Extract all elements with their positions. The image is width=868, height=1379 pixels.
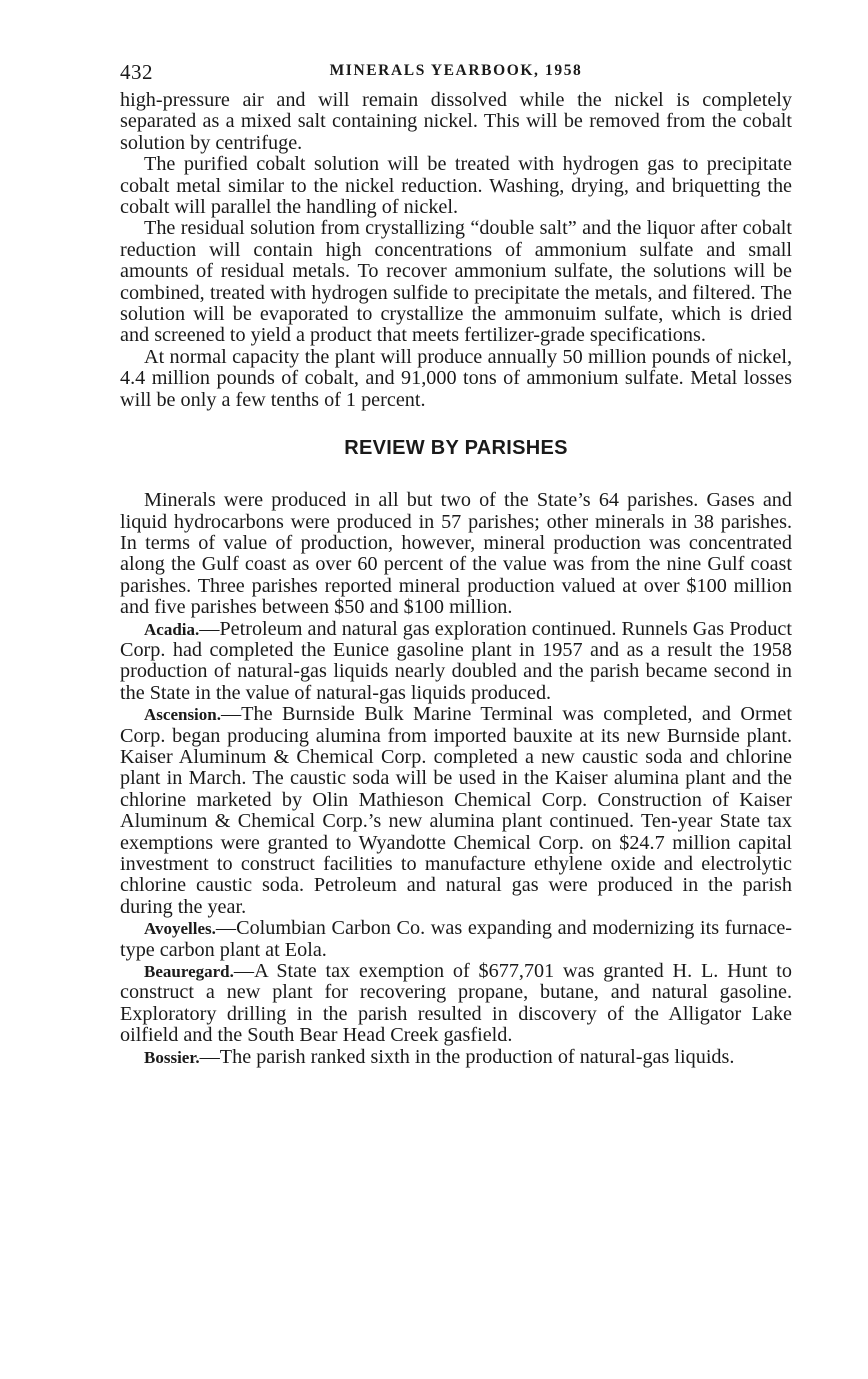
paragraph: At normal capacity the plant will produce annually 50 million pounds of nickel, 4.4 million pounds of cobalt, and 91,000 tons of ammonium sulfate. Metal losses will be only a few tenths of 1 percent.	[120, 345, 792, 411]
section-heading: REVIEW BY PARISHES	[344, 437, 568, 460]
parish-text: —The Burnside Bulk Marine Terminal was completed, and Ormet Corp. began producing alumina from imported bauxite at its new Burnside plant. Kaiser Aluminum & Chemical Corp. completed a new caustic soda and chlorine plant in March. The caustic soda will be used in the Kaiser alumina plant and the chlorine marketed by Olin Mathieson Chemical Corp. Construction of Kaiser Aluminum & Chemical Corp.’s new alumina plant continued. Ten-year State tax exemptions were granted to Wyandotte Chemical Corp. on $24.7 million capital investment to construct facilities to manufacture ethylene oxide and electrolytic chlorine caustic soda. Petroleum and natural gas were produced in the parish during the year.	[120, 703, 792, 918]
parish-entry-bossier	[120, 1047, 792, 1068]
page-number: 432	[120, 60, 153, 84]
paragraph: The purified cobalt solution will be treated with hydrogen gas to precipitate cobalt metal similar to the nickel reduction. Washing, drying, and briquetting the cobalt will parallel the handling of nickel.	[120, 153, 792, 219]
intro-text	[120, 90, 792, 411]
parish-name: Bossier.	[144, 1047, 200, 1067]
paragraph: high-pressure air and will remain dissolved while the nickel is completely separated as a mixed salt containing nickel. This will be removed from the cobalt solution by centrifuge.	[120, 89, 792, 154]
parish-name: Avoyelles.	[144, 919, 216, 939]
parish-entry-ascension	[120, 704, 792, 918]
document-page	[120, 60, 792, 1068]
parish-entry-avoyelles	[120, 918, 792, 961]
parish-entry-beauregard	[120, 961, 792, 1047]
parish-entry-acadia	[120, 619, 792, 705]
parish-name: Beauregard.	[144, 962, 234, 982]
lead-paragraph: Minerals were produced in all but two of the State’s 64 parishes. Gases and liquid hydrocarbons were produced in 57 parishes; other minerals in 38 parishes. In terms of value of production, however, mineral production was concentrated along the Gulf coast as over 60 percent of the value was from the nine Gulf coast parishes. Three parishes reported mineral production valued at over $100 million and five parishes between $50 and $100 million.	[120, 489, 792, 619]
running-title: MINERALS YEARBOOK, 1958	[329, 62, 583, 79]
parish-review	[120, 490, 792, 1068]
parish-name: Ascension.	[144, 705, 221, 725]
parish-text: —The parish ranked sixth in the production of natural-gas liquids.	[199, 1045, 735, 1068]
parish-text: —Petroleum and natural gas exploration continued. Runnels Gas Product Corp. had completed the Eunice gasoline plant in 1957 and as a result the 1958 production of natural-gas liquids nearly doubled and the parish became second in the State in the value of natural-gas liquids produced.	[120, 617, 792, 704]
parish-text: —A State tax exemption of $677,701 was granted H. L. Hunt to construct a new plant for recovering propane, butane, and natural gasoline. Exploratory drilling in the parish resulted in discovery of the Alligator Lake oilfield and the South Bear Head Creek gasfield.	[120, 960, 792, 1047]
parish-name: Acadia.	[144, 619, 200, 639]
parish-text: —Columbian Carbon Co. was expanding and modernizing its furnace-type carbon plant at Eola.	[120, 917, 792, 961]
running-head	[120, 60, 792, 90]
paragraph: The residual solution from crystallizing “double salt” and the liquor after cobalt reduction will contain high concentrations of ammonium sulfate and small amounts of residual metals. To recover ammonium sulfate, the solutions will be combined, treated with hydrogen sulfide to precipitate the metals, and filtered. The solution will be evaporated to crystallize the ammonuim sulfate, which is dried and screened to yield a product that meets fertilizer-grade specifications.	[120, 217, 792, 347]
